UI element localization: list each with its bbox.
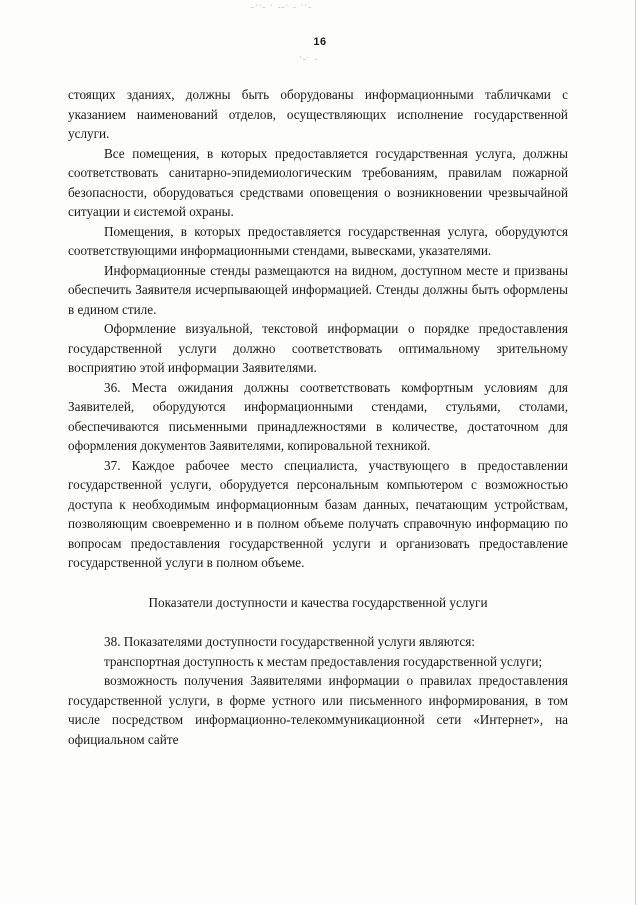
paragraph-info-access: возможность получения Заявителями информации о правилах предоставления государственной услуги, в форме устного или письменного информирования, в том числе посредством информационно-телекоммуникационной сети «Интернет», на официальном сайте	[68, 673, 568, 747]
scan-artifact-under-number: ˙⁻˙ ⁻	[298, 56, 318, 65]
page-number: 16	[313, 36, 327, 48]
scan-edge-line	[635, 0, 636, 905]
document-body	[68, 85, 568, 749]
paragraph-item-37: 37. Каждое рабочее место специалиста, участвующего в предоставлении государственной услуги, оборудуется персональным компьютером с возможностью доступа к необходимым информационным базам данных, печатающим устройствам, позволяющим своевременно и в полном объеме получать справочную информацию по вопросам предоставления государственной услуги и организовать предоставление государственной услуги в полном объеме.	[68, 457, 568, 570]
paragraph-visual-design: Оформление визуальной, текстовой информации о порядке предоставления государственной услуги должно соответствовать оптимальному зрительному восприятию этой информации Заявителями.	[68, 321, 568, 375]
section-heading: Показатели доступности и качества государственной услуги	[148, 594, 488, 610]
paragraph-premises-requirements: Все помещения, в которых предоставляется государственная услуга, должны соответствовать санитарно-эпидемиологическим требованиям, правилам пожарной безопасности, оборудоваться средствами оповещения о возникновении чрезвычайной ситуации и системой охраны.	[68, 145, 568, 219]
paragraph-transport-access: транспортная доступность к местам предоставления государственной услуги;	[104, 653, 543, 669]
paragraph-info-stands: Информационные стенды размещаются на видном, доступном месте и призваны обеспечить Заявителя исчерпывающей информацией. Стенды должны быть оформлены в едином стиле.	[68, 262, 568, 317]
paragraph-premises-stands: Помещения, в которых предоставляется государственная услуга, оборудуются соответствующими информационными стендами, вывесками, указателями.	[68, 223, 568, 258]
paragraph-item-38: 38. Показателями доступности государственной услуги являются:	[104, 634, 475, 649]
paragraph-continuation: стоящих зданиях, должны быть оборудованы информационными табличками с указанием наименований отделов, осуществляющих исполнение государственной услуги.	[68, 87, 568, 141]
paragraph-item-36: 36. Места ожидания должны соответствовать комфортным условиям для Заявителей, оборудуются информационными стендами, стульями, столами, обеспечиваются письменными принадлежностями в количестве, достаточном для оформления документов Заявителями, копировальной техникой.	[68, 379, 568, 453]
scan-artifact-top: ⁻˙˙⁻ ˙ ⁻⁻˙ ⁻ ˙˙⁻	[250, 4, 312, 13]
